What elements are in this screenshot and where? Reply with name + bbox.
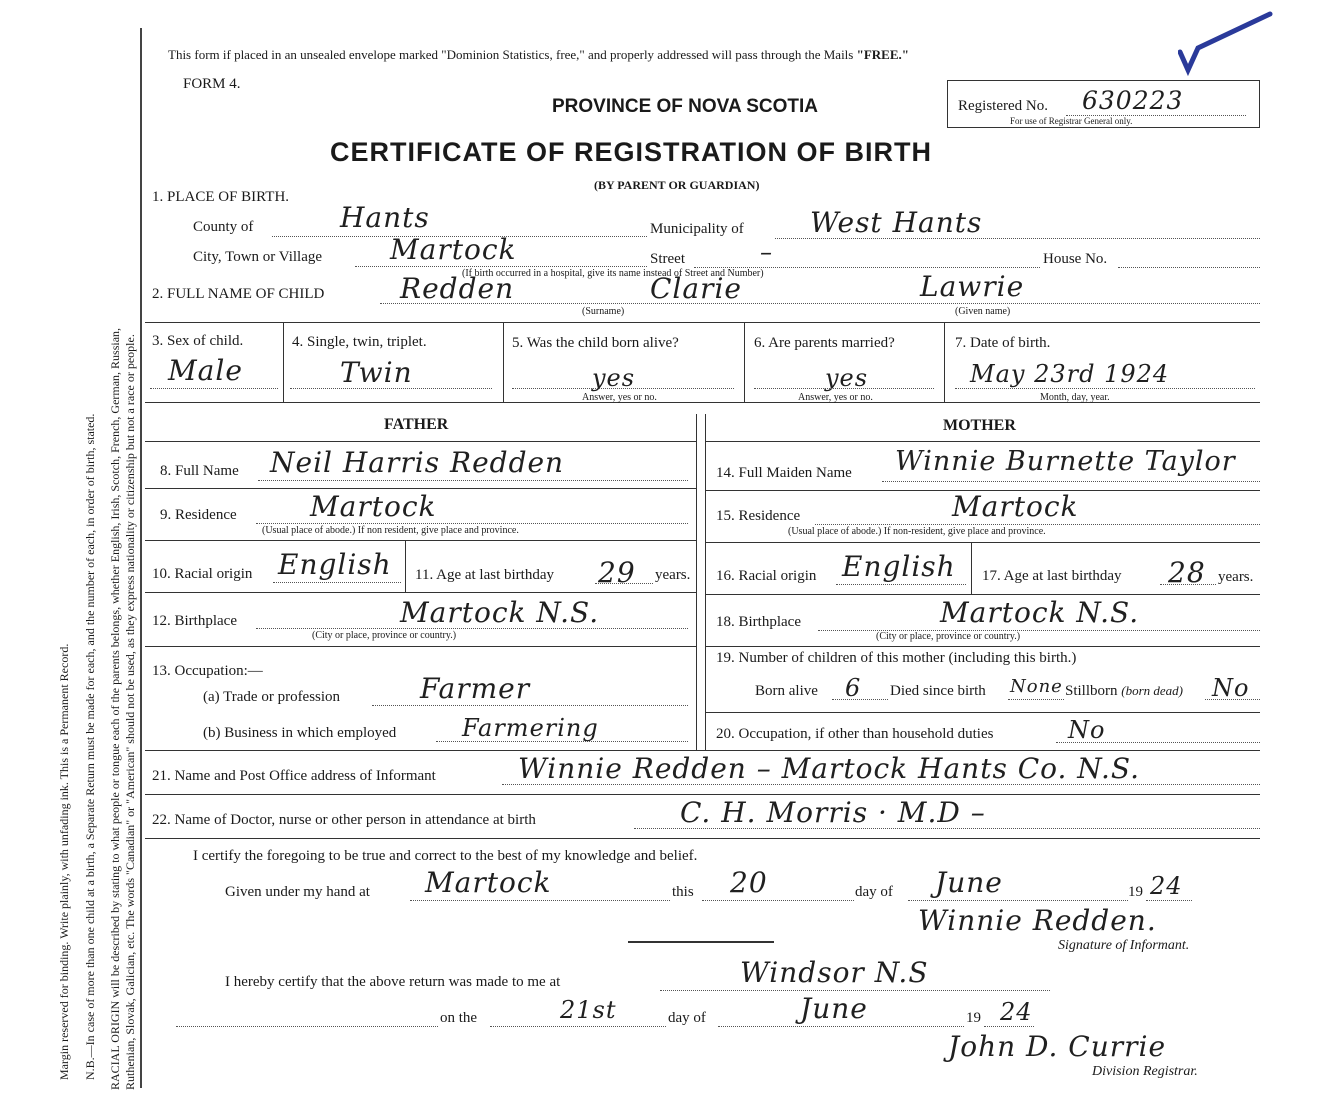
registrar-place: Windsor N.S bbox=[740, 956, 929, 989]
dob-caption: Month, day, year. bbox=[1040, 392, 1110, 403]
registrar-year-line bbox=[984, 1026, 1034, 1027]
this-label: this bbox=[672, 884, 694, 900]
father-age-value: 29 bbox=[598, 556, 636, 589]
alive-value: yes bbox=[592, 364, 636, 392]
father-racial-value: English bbox=[278, 548, 392, 581]
mother-occupation-label: 20. Occupation, if other than household duties bbox=[716, 726, 994, 742]
rule-row3-top bbox=[145, 322, 1260, 323]
mother-name-value: Winnie Burnette Taylor bbox=[895, 446, 1236, 477]
certify-statement: I certify the foregoing to be true and correct to the best of my knowledge and belief. bbox=[193, 848, 698, 864]
municipality-label: Municipality of bbox=[650, 221, 744, 237]
alive-caption: Answer, yes or no. bbox=[582, 392, 657, 403]
rule-row3-v2 bbox=[503, 322, 504, 402]
rule-f10-v bbox=[405, 540, 406, 592]
plurality-value: Twin bbox=[340, 356, 413, 389]
doctor-label: 22. Name of Doctor, nurse or other person in attendance at birth bbox=[152, 812, 536, 828]
margin-note-1: Margin reserved for binding. Write plainly, with unfading ink. This is a Permanent Record. bbox=[57, 643, 71, 1080]
mother-name-line bbox=[882, 481, 1260, 482]
informant-value: Winnie Redden – Martock Hants Co. N.S. bbox=[518, 752, 1140, 785]
mail-notice-text: This form if placed in an unsealed envelope marked "Dominion Statistics, free," and properly addressed will pass through the Mails bbox=[168, 47, 854, 62]
day-of-label: day of bbox=[855, 884, 893, 900]
rule-m18 bbox=[705, 646, 1260, 647]
registrar-caption: Division Registrar. bbox=[1092, 1064, 1198, 1079]
plurality-line bbox=[290, 388, 492, 389]
registrar-month-line bbox=[718, 1026, 964, 1027]
rule-f10 bbox=[145, 592, 697, 593]
margin-note-4: Ruthenian, Slovak, Galician, etc. The words "Canadian" or "American" should not be used, as they express nationality or citizenship but not a race or people. bbox=[123, 334, 137, 1090]
province-title: PROVINCE OF NOVA SCOTIA bbox=[552, 96, 819, 117]
mother-racial-line bbox=[836, 584, 966, 585]
rule-m16 bbox=[705, 594, 1260, 595]
rule-21-bottom bbox=[145, 794, 1260, 795]
rule-f8 bbox=[145, 488, 697, 489]
sex-line bbox=[150, 388, 278, 389]
certificate-title: CERTIFICATE OF REGISTRATION OF BIRTH bbox=[330, 137, 932, 167]
rule-row3-v4 bbox=[944, 322, 945, 402]
mother-birthplace-value: Martock N.S. bbox=[940, 596, 1140, 629]
county-label: County of bbox=[193, 219, 254, 235]
informant-caption: Signature of Informant. bbox=[1058, 938, 1190, 953]
doctor-value: C. H. Morris · M.D – bbox=[680, 796, 986, 829]
rule-m19 bbox=[705, 712, 1260, 713]
father-name-line bbox=[258, 480, 688, 481]
mother-age-value: 28 bbox=[1168, 556, 1206, 589]
dob-label: 7. Date of birth. bbox=[955, 335, 1051, 351]
registrar-signature: John D. Currie bbox=[948, 1030, 1167, 1063]
city-value: Martock bbox=[390, 233, 517, 266]
mother-residence-caption: (Usual place of abode.) If non-resident, give place and province. bbox=[788, 526, 1046, 537]
rule-m15 bbox=[705, 542, 1260, 543]
given-place-line bbox=[410, 900, 670, 901]
given-caption: (Given name) bbox=[955, 306, 1011, 317]
stillborn-text: Stillborn bbox=[1065, 683, 1118, 699]
mother-children-label: 19. Number of children of this mother (including this birth.) bbox=[716, 650, 1077, 666]
rule-f12 bbox=[145, 646, 697, 647]
alive-label: 5. Was the child born alive? bbox=[512, 335, 679, 351]
died-line bbox=[1008, 699, 1064, 700]
county-value: Hants bbox=[340, 201, 430, 234]
child-given-2: Lawrie bbox=[920, 270, 1025, 303]
child-surname: Redden bbox=[400, 272, 515, 305]
mother-residence-label: 15. Residence bbox=[716, 508, 801, 524]
registrar-year: 24 bbox=[1000, 998, 1033, 1026]
registrar-day-of-label: day of bbox=[668, 1010, 706, 1026]
sex-label: 3. Sex of child. bbox=[152, 333, 244, 349]
father-racial-label: 10. Racial origin bbox=[152, 566, 253, 582]
father-residence-caption: (Usual place of abode.) If non resident, give place and province. bbox=[262, 525, 519, 536]
rule-row3-v1 bbox=[283, 322, 284, 402]
house-line bbox=[1118, 267, 1260, 268]
margin-note-2: N.B.—In case of more than one child at a birth, a Separate Return must be made for each, and the number of each, in order of birth, stated. bbox=[83, 413, 97, 1080]
registrar-day-line bbox=[490, 1026, 666, 1027]
mother-name-label: 14. Full Maiden Name bbox=[716, 465, 852, 481]
father-trade-value: Farmer bbox=[420, 672, 531, 705]
father-birthplace-caption: (City or place, province or country.) bbox=[312, 630, 457, 641]
day-value: 20 bbox=[730, 866, 768, 899]
married-line bbox=[754, 388, 934, 389]
street-label: Street bbox=[650, 251, 685, 267]
mother-residence-value: Martock bbox=[952, 490, 1079, 523]
registrar-statement: I hereby certify that the above return was made to me at bbox=[225, 974, 561, 990]
registrar-place-line bbox=[660, 990, 1050, 991]
father-racial-line bbox=[273, 582, 401, 583]
mail-notice bbox=[168, 47, 909, 63]
registrar-note: For use of Registrar General only. bbox=[1010, 116, 1133, 126]
municipality-value: West Hants bbox=[810, 206, 983, 239]
rule-m16-v bbox=[971, 542, 972, 594]
married-label: 6. Are parents married? bbox=[754, 335, 895, 351]
child-name-label: 2. FULL NAME OF CHILD bbox=[152, 286, 325, 302]
registrar-year-prefix: 19 bbox=[966, 1010, 981, 1026]
died-value: None bbox=[1010, 676, 1063, 697]
place-of-birth-heading: 1. PLACE OF BIRTH. bbox=[152, 189, 290, 205]
father-residence-label: 9. Residence bbox=[160, 507, 237, 523]
year-line bbox=[1146, 900, 1192, 901]
stillborn-note: (born dead) bbox=[1121, 683, 1184, 698]
father-name-label: 8. Full Name bbox=[160, 463, 239, 479]
born-alive-label: Born alive bbox=[755, 683, 818, 699]
rule-heading-bottom bbox=[145, 441, 697, 442]
plurality-label: 4. Single, twin, triplet. bbox=[292, 334, 427, 350]
stillborn-label bbox=[1065, 683, 1183, 700]
mother-birthplace-caption: (City or place, province or country.) bbox=[876, 631, 1021, 642]
parents-divider-left bbox=[696, 414, 697, 750]
father-birthplace-value: Martock N.S. bbox=[400, 596, 600, 629]
father-business-label: (b) Business in which employed bbox=[203, 725, 397, 741]
on-the-label: on the bbox=[440, 1010, 478, 1026]
stillborn-value: No bbox=[1212, 674, 1250, 702]
rule-heading-bottom-right bbox=[705, 441, 1260, 442]
parents-divider-right bbox=[705, 414, 706, 750]
street-value: – bbox=[760, 238, 773, 266]
father-trade-label: (a) Trade or profession bbox=[203, 689, 341, 705]
registered-label: Registered No. bbox=[958, 98, 1048, 114]
registrar-day: 21st bbox=[560, 996, 617, 1024]
mother-residence-line bbox=[815, 524, 1260, 525]
mother-age-label: 17. Age at last birthday bbox=[982, 568, 1122, 584]
mail-free: "FREE." bbox=[856, 47, 909, 62]
father-residence-line bbox=[256, 523, 688, 524]
rule-21-top bbox=[145, 750, 1260, 751]
father-birthplace-label: 12. Birthplace bbox=[152, 613, 237, 629]
married-value: yes bbox=[825, 364, 869, 392]
dob-line bbox=[955, 388, 1255, 389]
father-age-label: 11. Age at last birthday bbox=[415, 567, 554, 583]
day-line bbox=[702, 900, 854, 901]
dob-value: May 23rd 1924 bbox=[970, 360, 1170, 388]
alive-line bbox=[512, 388, 734, 389]
died-label: Died since birth bbox=[890, 683, 986, 699]
year-prefix: 19 bbox=[1128, 884, 1143, 900]
father-business-value: Farmering bbox=[462, 714, 599, 742]
married-caption: Answer, yes or no. bbox=[798, 392, 873, 403]
rule-row3-v3 bbox=[744, 322, 745, 402]
informant-signature: Winnie Redden. bbox=[918, 904, 1157, 937]
hospital-note: (If birth occurred in a hospital, give its name instead of Street and Number) bbox=[462, 268, 764, 279]
surname-caption: (Surname) bbox=[582, 306, 625, 317]
father-occupation-label: 13. Occupation:— bbox=[152, 663, 263, 679]
certify-divider bbox=[628, 941, 774, 943]
margin-rule bbox=[140, 28, 142, 1088]
father-name-value: Neil Harris Redden bbox=[270, 446, 565, 479]
form-number: FORM 4. bbox=[183, 76, 241, 92]
month-value: June bbox=[935, 866, 1003, 899]
mother-racial-label: 16. Racial origin bbox=[716, 568, 817, 584]
certificate-subtitle: (BY PARENT OR GUARDIAN) bbox=[594, 178, 760, 192]
informant-label: 21. Name and Post Office address of Informant bbox=[152, 768, 436, 784]
mother-heading: MOTHER bbox=[943, 417, 1016, 434]
year-value: 24 bbox=[1150, 872, 1183, 900]
city-label: City, Town or Village bbox=[193, 249, 323, 265]
mother-birthplace-label: 18. Birthplace bbox=[716, 614, 801, 630]
sex-value: Male bbox=[168, 354, 243, 387]
given-label: Given under my hand at bbox=[225, 884, 370, 900]
rule-22-bottom bbox=[145, 838, 1260, 839]
registrar-month: June bbox=[800, 992, 868, 1025]
registrar-blank-line bbox=[176, 1026, 438, 1027]
father-heading: FATHER bbox=[384, 416, 449, 433]
father-age-unit: years. bbox=[655, 567, 691, 583]
check-mark-icon bbox=[1178, 10, 1278, 80]
child-given-1: Clarie bbox=[650, 272, 742, 305]
city-line bbox=[355, 266, 647, 267]
mother-occupation-value: No bbox=[1068, 716, 1106, 744]
rule-f9 bbox=[145, 540, 697, 541]
mother-racial-value: English bbox=[842, 550, 956, 583]
mother-age-unit: years. bbox=[1218, 569, 1254, 585]
given-place: Martock bbox=[425, 866, 552, 899]
registered-value: 630223 bbox=[1082, 86, 1184, 115]
father-trade-line bbox=[372, 705, 688, 706]
month-line bbox=[908, 900, 1128, 901]
father-residence-value: Martock bbox=[310, 490, 437, 523]
born-alive-value: 6 bbox=[845, 674, 862, 702]
margin-note-3: RACIAL ORIGIN will be described by stating to what people or tongue each of the parents belongs, whether English, Irish, Scotch, French, German, Russian, bbox=[108, 327, 122, 1090]
house-label: House No. bbox=[1043, 251, 1108, 267]
